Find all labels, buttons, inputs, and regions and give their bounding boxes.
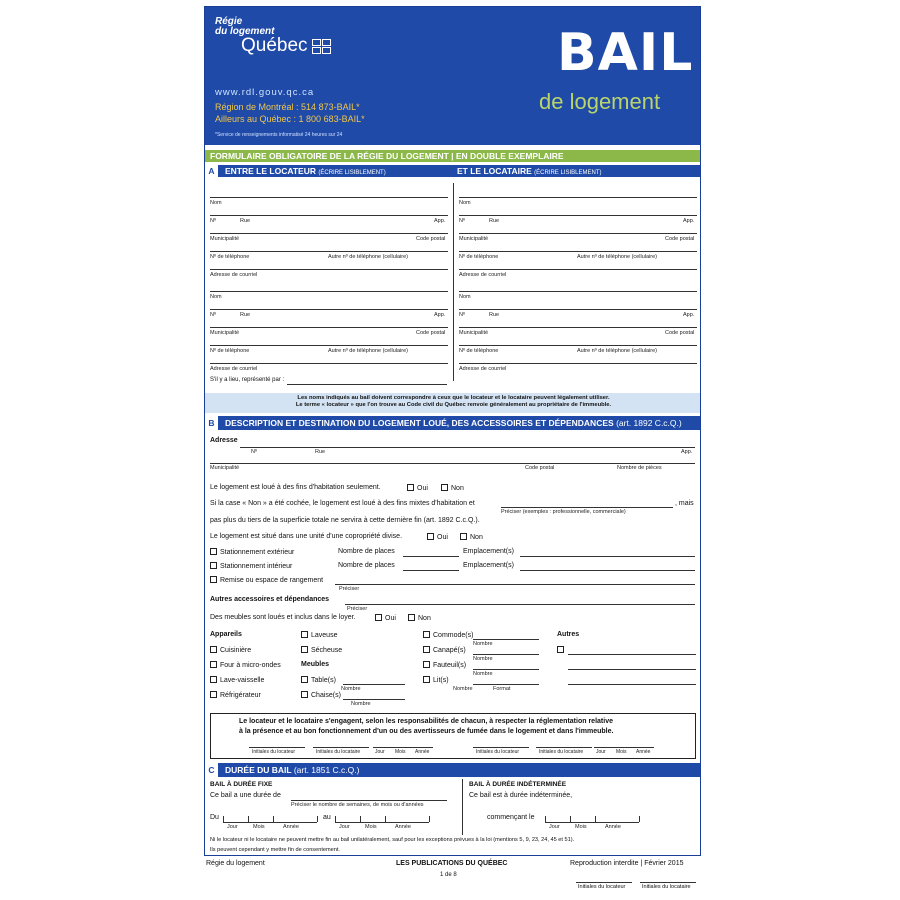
fleurdelise-icon [312, 39, 332, 55]
logo-line2: du logement [215, 26, 275, 37]
stat-int-places-label: Nombre de places [338, 562, 395, 569]
meubles-heading: Meubles [301, 661, 330, 668]
locataire-1-municipalite-label: Municipalité [459, 236, 489, 242]
copro-oui[interactable]: Oui [427, 533, 448, 541]
commencant-jour: Jour [549, 824, 560, 830]
checkbox-icon [408, 614, 415, 621]
chaises-nombre: Nombre [351, 701, 371, 707]
au-tick-0 [335, 816, 336, 822]
mixte-field[interactable] [501, 507, 673, 508]
lits-checkbox[interactable] [423, 676, 449, 684]
remise-label: Remise ou espace de rangement [220, 577, 324, 584]
mixte-text-1: Si la case « Non » a été cochée, le logement est loué à des fins mixtes d'habitation et [210, 500, 475, 507]
checkbox-icon [210, 676, 217, 683]
locataire-2-courriel-label: Adresse de courriel [459, 366, 507, 372]
notice-line2: Le terme « locateur » que l'on trouve au Code civil du Québec renvoie généralement au propriétaire de l'immeuble. [295, 402, 612, 408]
locateur-2-app-label: App. [434, 312, 446, 318]
locateur-2-nom-label: Nom [210, 294, 222, 300]
checkbox-icon [210, 562, 217, 569]
appareils-heading: Appareils [210, 631, 242, 638]
du-tick-1 [248, 816, 249, 822]
eng-mois-2: Mois [616, 749, 627, 755]
fauteuils-nombre: Nombre [473, 671, 493, 677]
lits-field[interactable] [473, 684, 539, 685]
represente-label: S'il y a lieu, représenté par : [210, 377, 285, 383]
locateur-1-tel-field[interactable] [210, 251, 448, 252]
footer-page: 1 de 8 [440, 872, 457, 878]
logo-line1: Régie [215, 16, 243, 27]
locataire-2-rue-label: Rue [489, 312, 500, 318]
locataire-1-municipalite-field[interactable] [459, 233, 697, 234]
stat-ext-checkbox[interactable] [210, 548, 294, 556]
footer-init-locateur-field[interactable] [576, 882, 632, 883]
au-jour: Jour [339, 824, 350, 830]
b-no-label: Nº [251, 449, 257, 455]
footer-center: LES PUBLICATIONS DU QUÉBEC [396, 860, 508, 867]
du-mois: Mois [253, 824, 265, 830]
footer-right: Reproduction interdite | Février 2015 [570, 860, 684, 867]
locataire-1-nom-label: Nom [459, 200, 471, 206]
checkbox-icon [423, 631, 430, 638]
locateur-1-no-label: Nº [210, 218, 216, 224]
secheuse-checkbox[interactable] [301, 646, 342, 654]
eng-init-label-3: Initiales du locateur [476, 749, 520, 755]
checkbox-icon [210, 661, 217, 668]
locataire-1-nom-field[interactable] [459, 197, 697, 198]
locataire-1-autre-tel-label: Autre nº de téléphone (cellulaire) [577, 254, 657, 260]
section-c-note2: Ils peuvent cependant y mettre fin de consentement. [210, 847, 340, 853]
section-a-left-title: ENTRE LE LOCATEUR [225, 166, 316, 176]
habitation-question: Le logement est loué à des fins d'habitation seulement. [210, 484, 381, 491]
checkbox-icon [460, 533, 467, 540]
checkbox-icon [423, 676, 430, 683]
eng-mois-1: Mois [395, 749, 406, 755]
du-tick-2 [273, 816, 274, 822]
locateur-1-nom-label: Nom [210, 200, 222, 206]
locateur-1-code-postal-label: Code postal [416, 236, 446, 242]
locateur-2-tel-label: Nº de téléphone [210, 348, 250, 354]
eng-jour-1: Jour [375, 749, 385, 755]
section-c-header [205, 763, 701, 777]
habitation-oui[interactable]: Oui [407, 484, 428, 492]
lits-nombre: Nombre [453, 686, 473, 692]
stat-ext-label: Stationnement extérieur [220, 549, 295, 556]
locataire-2-code-postal-label: Code postal [665, 330, 695, 336]
locateur-1-rue-label: Rue [240, 218, 251, 224]
remise-field[interactable] [335, 584, 695, 585]
section-c-title: DURÉE DU BAIL [225, 765, 292, 775]
section-c-ref: (art. 1851 C.c.Q.) [293, 765, 360, 775]
form-header [205, 7, 701, 145]
au-tick-1 [360, 816, 361, 822]
date-fields [205, 807, 701, 835]
footer-init-locateur: Initiales du locateur [578, 884, 626, 890]
phone-montreal: Région de Montréal : 514 873-BAIL* [215, 102, 360, 112]
copro-question: Le logement est situé dans une unité d'une copropriété divise. [210, 533, 403, 540]
locateur-1-courriel-label: Adresse de courriel [210, 272, 258, 278]
fixe-preciser: Préciser le nombre de semaines, de mois ou d'années [291, 802, 424, 808]
lits-label: Lit(s) [433, 677, 449, 684]
checkbox-icon [301, 676, 308, 683]
au-annee: Année [395, 824, 411, 830]
locataire-2-municipalite-field[interactable] [459, 327, 697, 328]
locateur-2-rue-field[interactable] [210, 309, 448, 310]
stat-ext-emplacement-field[interactable] [520, 556, 695, 557]
section-a-fields [205, 179, 701, 391]
adresse-label: Adresse [210, 437, 238, 444]
section-a-letter: A [205, 165, 219, 177]
section-b-letter: B [205, 416, 219, 430]
logo-quebec-text: Québec [241, 35, 308, 56]
checkbox-icon [441, 484, 448, 491]
locataire-1-tel-label: Nº de téléphone [459, 254, 499, 260]
autres-acc-label: Autres accessoires et dépendances [210, 596, 330, 603]
quebec-logo [241, 35, 332, 57]
commencant-tick-1 [570, 816, 571, 822]
locateur-2-autre-tel-label: Autre nº de téléphone (cellulaire) [328, 348, 408, 354]
form-title: BAIL [557, 23, 694, 83]
mixte-preciser: Préciser (exemples : professionnelle, commerciale) [501, 509, 626, 515]
fauteuils-checkbox[interactable] [423, 661, 466, 669]
locataire-1-courriel-label: Adresse de courriel [459, 272, 507, 278]
eng-init-label-4: Initiales du locataire [539, 749, 584, 755]
website-url: www.rdl.gouv.qc.ca [215, 87, 315, 98]
locataire-1-code-postal-label: Code postal [665, 236, 695, 242]
canapes-nombre: Nombre [473, 656, 493, 662]
locateur-2-tel-field[interactable] [210, 345, 448, 346]
represente-field[interactable] [287, 384, 447, 385]
eng-annee-2: Année [636, 749, 651, 755]
checkbox-icon [210, 646, 217, 653]
du-date-field[interactable] [223, 822, 317, 823]
fauteuils-label: Fauteuil(s) [433, 662, 467, 669]
locataire-1-rue-field[interactable] [459, 215, 697, 216]
furniture-block [205, 627, 701, 717]
smoke-detector-commitment [210, 713, 696, 759]
locataire-2-courriel-field[interactable] [459, 363, 697, 364]
locataire-2-nom-field[interactable] [459, 291, 697, 292]
meubles-question: Des meubles sont loués et inclus dans le loyer. [210, 614, 356, 621]
canapes-checkbox[interactable] [423, 646, 466, 654]
meubles-oui[interactable]: Oui [375, 614, 396, 622]
b-municipalite-label: Municipalité [210, 465, 240, 471]
stat-int-emplacement-field[interactable] [520, 570, 695, 571]
parking-block [205, 545, 701, 595]
tables-label: Table(s) [311, 677, 336, 684]
locateur-2-municipalite-field[interactable] [210, 327, 448, 328]
checkbox-icon [301, 631, 308, 638]
eng-init-label-2: Initiales du locataire [316, 749, 361, 755]
autres-acc-field[interactable] [345, 604, 695, 605]
locataire-2-tel-field[interactable] [459, 345, 697, 346]
au-date-field[interactable] [335, 822, 429, 823]
footer-init-locataire: Initiales du locataire [642, 884, 691, 890]
chaises-checkbox[interactable] [301, 691, 341, 699]
service-note: *Service de renseignements informatisé 24 heures sur 24 [215, 132, 343, 138]
locateur-1-courriel-field[interactable] [210, 269, 448, 270]
eng-init-field-2[interactable] [313, 747, 369, 748]
fixe-duree-field[interactable] [291, 800, 447, 801]
eng-jour-2: Jour [596, 749, 606, 755]
checkbox-icon [423, 646, 430, 653]
lave_vaisselle-checkbox[interactable] [210, 676, 264, 684]
locataire-2-autre-tel-label: Autre nº de téléphone (cellulaire) [577, 348, 657, 354]
tables-field[interactable] [343, 684, 405, 685]
secheuse-label: Sécheuse [311, 647, 343, 654]
chaises-label: Chaise(s) [311, 692, 341, 699]
checkbox-icon [301, 646, 308, 653]
locataire-2-nom-label: Nom [459, 294, 471, 300]
locataire-1-courriel-field[interactable] [459, 269, 697, 270]
lease-form-page [204, 6, 701, 856]
checkbox-icon [210, 691, 217, 698]
locateur-2-rue-label: Rue [240, 312, 251, 318]
section-c-letter: C [205, 763, 219, 777]
commencant-tick-2 [595, 816, 596, 822]
lits-format: Format [493, 686, 511, 692]
notice-line1: Les noms indiqués au bail doivent correspondre à ceux que le locateur et le locataire peuvent légalement utiliser. [297, 395, 610, 401]
section-b-header [205, 416, 701, 430]
locataire-2-tel-label: Nº de téléphone [459, 348, 499, 354]
locataire-2-no-label: Nº [459, 312, 465, 318]
locateur-2-courriel-label: Adresse de courriel [210, 366, 258, 372]
commencant-mois: Mois [575, 824, 587, 830]
checkbox-icon [210, 548, 217, 555]
fauteuils-field[interactable] [473, 669, 539, 670]
section-a-right-title: ET LE LOCATAIRE [457, 166, 532, 176]
fixe-du: Du [210, 814, 219, 821]
autres-acc-preciser: Préciser [347, 606, 368, 612]
du-jour: Jour [227, 824, 238, 830]
stat-int-emplacement-label: Emplacement(s) [463, 562, 514, 569]
municipalite-field[interactable] [210, 463, 695, 464]
commencant-date-field[interactable] [545, 822, 639, 823]
b-code-postal-label: Code postal [525, 465, 555, 471]
cuisiniere-checkbox[interactable] [210, 646, 251, 654]
indet-title: BAIL À DURÉE INDÉTERMINÉE [469, 781, 567, 788]
canapes-label: Canapé(s) [433, 647, 466, 654]
section-a-header [205, 165, 701, 177]
commodes-label: Commode(s) [433, 632, 474, 639]
eng-init-field-4[interactable] [536, 747, 592, 748]
cuisiniere-label: Cuisinière [220, 647, 252, 654]
autres-field-3[interactable] [568, 684, 696, 685]
chaises-field[interactable] [343, 699, 405, 700]
indet-text: Ce bail est à durée indéterminée, [469, 792, 573, 799]
checkbox-icon [407, 484, 414, 491]
locateur-2-code-postal-label: Code postal [416, 330, 446, 336]
checkbox-icon [375, 614, 382, 621]
b-rue-label: Rue [315, 449, 326, 455]
locateur-2-courriel-field[interactable] [210, 363, 448, 364]
locataire-1-rue-label: Rue [489, 218, 500, 224]
micro-checkbox[interactable] [210, 661, 281, 669]
locataire-1-app-label: App. [683, 218, 695, 224]
checkbox-icon [423, 661, 430, 668]
locateur-1-nom-field[interactable] [210, 197, 448, 198]
fixe-text: Ce bail a une durée de [210, 792, 281, 799]
mixte-text-2: pas plus du tiers de la superficie totale ne servira à cette dernière fin (art. 1892 C.c.Q.). [210, 517, 480, 524]
footer-left: Régie du logement [206, 860, 265, 867]
locateur-2-municipalite-label: Municipalité [210, 330, 240, 336]
engagement-line1: Le locateur et le locataire s'engagent, selon les responsabilités de chacun, à respecter la réglementation relative [239, 718, 613, 725]
eng-init-field-1[interactable] [249, 747, 305, 748]
commodes-checkbox[interactable] [423, 631, 473, 639]
eng-date-field-1[interactable] [373, 747, 433, 748]
engagement-line2: à la présence et au bon fonctionnement d'un ou des avertisseurs de fumée dans le logement et dans l'immeuble. [239, 728, 614, 735]
remise-preciser: Préciser [339, 586, 360, 592]
section-b-ref: (art. 1892 C.c.Q.) [616, 418, 682, 428]
fixe-title: BAIL À DURÉE FIXE [210, 781, 273, 788]
locataire-2-app-label: App. [683, 312, 695, 318]
autres-field-1[interactable] [568, 654, 696, 655]
checkbox-icon [427, 533, 434, 540]
eng-date-field-2[interactable] [594, 747, 654, 748]
eng-init-field-3[interactable] [473, 747, 529, 748]
section-a-left-note: (ÉCRIRE LISIBLEMENT) [318, 170, 386, 176]
checkbox-icon [210, 576, 217, 583]
micro-label: Four à micro-ondes [220, 662, 281, 669]
locataire-1-tel-field[interactable] [459, 251, 697, 252]
form-subtitle: de logement [539, 89, 661, 114]
canapes-field[interactable] [473, 654, 539, 655]
commencant-tick-3 [639, 816, 640, 822]
habitation-non[interactable]: Non [441, 484, 464, 492]
checkbox-icon [557, 646, 564, 653]
locateur-1-rue-field[interactable] [210, 215, 448, 216]
commodes-nombre: Nombre [473, 641, 493, 647]
commencant-annee: Année [605, 824, 621, 830]
au-tick-3 [429, 816, 430, 822]
eng-init-label-1: Initiales du locateur [252, 749, 296, 755]
tables-checkbox[interactable] [301, 676, 336, 684]
names-notice [205, 393, 701, 413]
adresse-field[interactable] [240, 447, 695, 448]
locateur-1-municipalite-label: Municipalité [210, 236, 240, 242]
au-tick-2 [385, 816, 386, 822]
eng-annee-1: Année [415, 749, 430, 755]
locataire-2-rue-field[interactable] [459, 309, 697, 310]
phone-elsewhere: Ailleurs au Québec : 1 800 683-BAIL* [215, 114, 365, 124]
b-app-label: App. [681, 449, 693, 455]
lave_vaisselle-label: Lave-vaisselle [220, 677, 265, 684]
footer-init-locataire-field[interactable] [640, 882, 696, 883]
autres-heading: Autres [557, 631, 580, 638]
section-a-right-note: (ÉCRIRE LISIBLEMENT) [534, 170, 602, 176]
stat-ext-places-field[interactable] [403, 556, 459, 557]
stat-ext-emplacement-label: Emplacement(s) [463, 548, 514, 555]
du-tick-0 [223, 816, 224, 822]
section-c-divider [462, 779, 463, 835]
du-tick-3 [317, 816, 318, 822]
au-mois: Mois [365, 824, 377, 830]
refrigerateur-checkbox[interactable] [210, 691, 261, 699]
section-a-divider [453, 183, 454, 381]
mixte-mais: , mais [675, 500, 694, 507]
stat-int-checkbox[interactable] [210, 562, 292, 570]
fixe-au: au [323, 814, 331, 821]
locateur-1-autre-tel-label: Autre nº de téléphone (cellulaire) [328, 254, 408, 260]
locateur-2-nom-field[interactable] [210, 291, 448, 292]
autres-field-2[interactable] [568, 669, 696, 670]
copro-non[interactable]: Non [460, 533, 483, 541]
stat-int-places-field[interactable] [403, 570, 459, 571]
section-b-title: DESCRIPTION ET DESTINATION DU LOGEMENT LOUÉ, DES ACCESSOIRES ET DÉPENDANCES [225, 418, 614, 428]
locateur-1-tel-label: Nº de téléphone [210, 254, 250, 260]
locataire-1-no-label: Nº [459, 218, 465, 224]
meubles-non[interactable]: Non [408, 614, 431, 622]
tables-nombre: Nombre [341, 686, 361, 692]
du-annee: Année [283, 824, 299, 830]
commencant-tick-0 [545, 816, 546, 822]
engagement-initials [211, 740, 697, 758]
laveuse-label: Laveuse [311, 632, 338, 639]
section-c-note1: Ni le locateur ni le locataire ne peuvent mettre fin au bail unilatéralement, sauf pour les exceptions prévues à la loi (mentions 5, 9, 23, 24, 45 et 51). [210, 837, 575, 843]
b-nb-pieces-label: Nombre de pièces [617, 465, 662, 471]
autres-checkbox[interactable] [557, 646, 567, 654]
locateur-1-app-label: App. [434, 218, 446, 224]
laveuse-checkbox[interactable] [301, 631, 337, 639]
locateur-1-municipalite-field[interactable] [210, 233, 448, 234]
checkbox-icon [301, 691, 308, 698]
locateur-2-no-label: Nº [210, 312, 216, 318]
locataire-2-municipalite-label: Municipalité [459, 330, 489, 336]
mandatory-banner: FORMULAIRE OBLIGATOIRE DE LA RÉGIE DU LOGEMENT | EN DOUBLE EXEMPLAIRE [205, 150, 701, 162]
commodes-field[interactable] [473, 639, 539, 640]
stat-ext-places-label: Nombre de places [338, 548, 395, 555]
remise-checkbox[interactable] [210, 576, 323, 584]
commencant-label: commençant le [487, 814, 535, 821]
refrigerateur-label: Réfrigérateur [220, 692, 261, 699]
stat-int-label: Stationnement intérieur [220, 563, 293, 570]
